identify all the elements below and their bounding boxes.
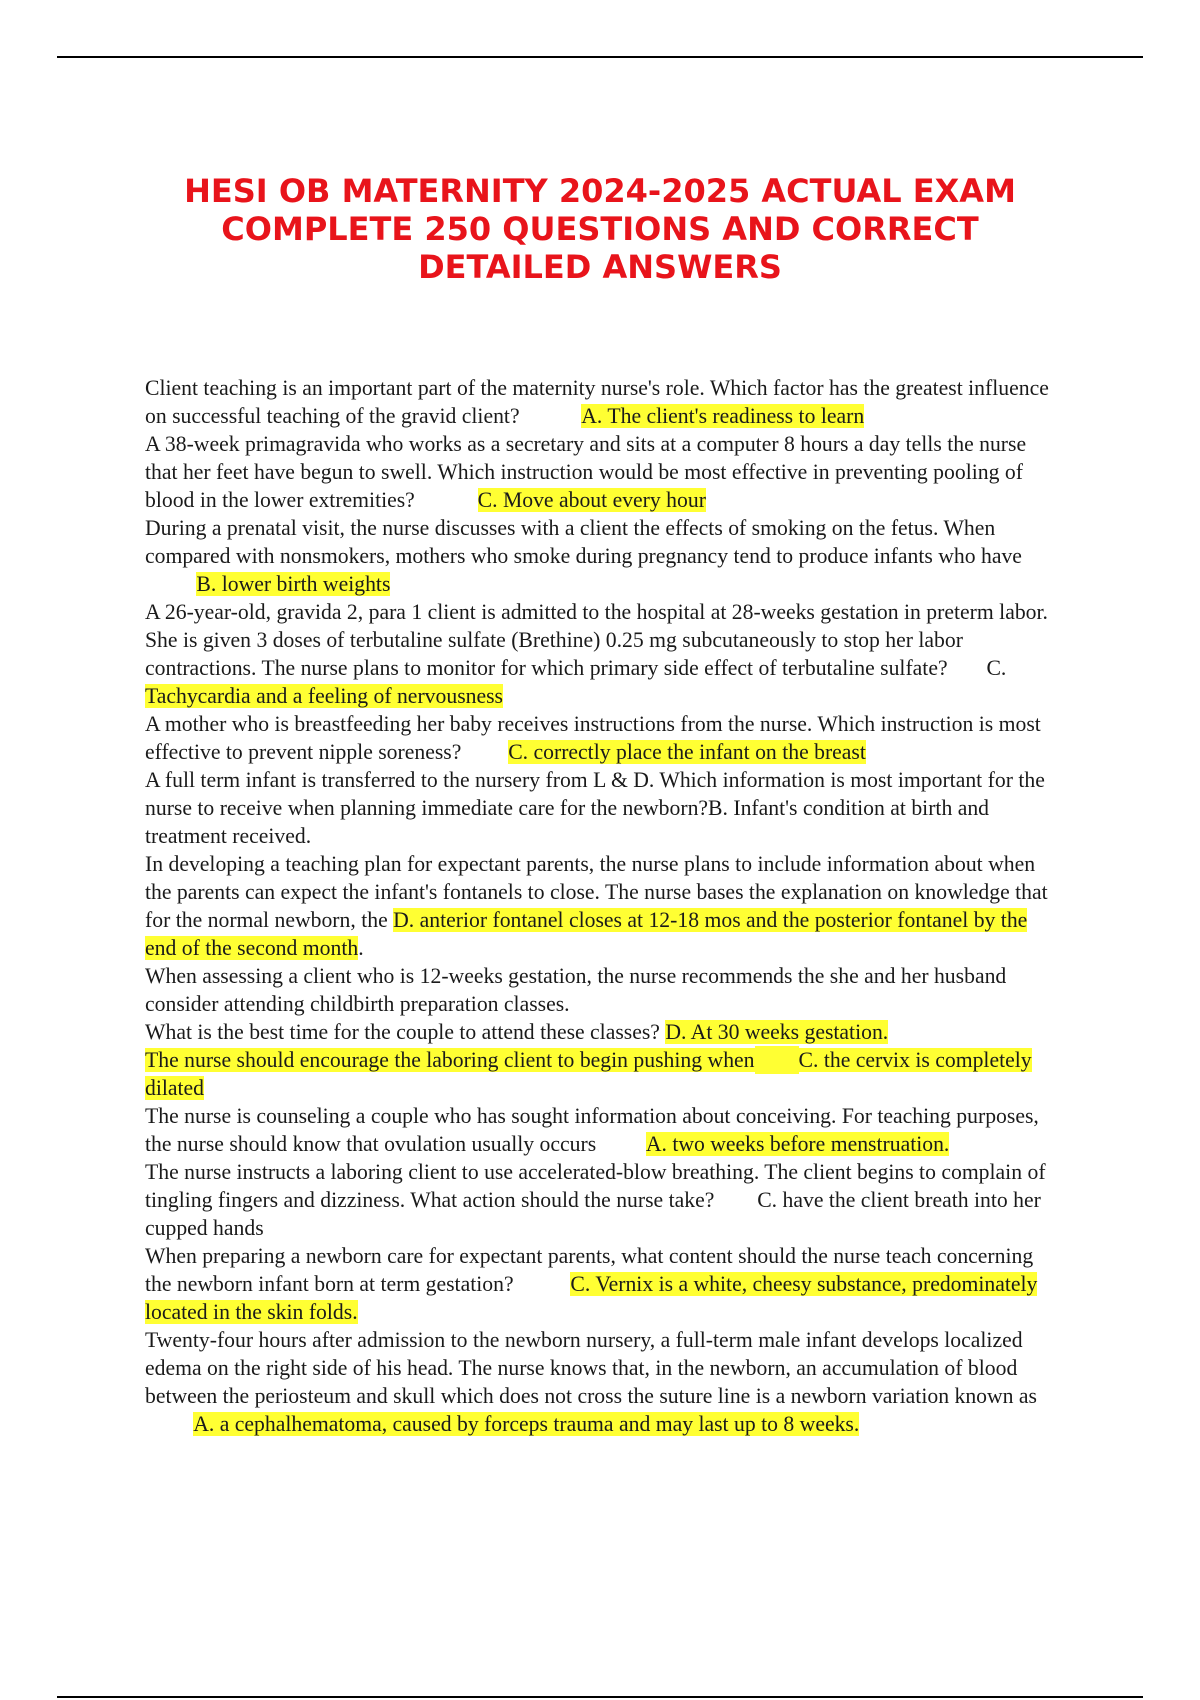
answer-highlight: Tachycardia and a feeling of nervousness [145, 684, 503, 708]
question-text: What is the best time for the couple to attend these classes? [145, 1020, 660, 1044]
qa-item-2 [145, 430, 1055, 514]
question-text: A mother who is breastfeeding her baby receives instructions from the nurse. Which instruction is most effective to prevent nipple soreness? [145, 712, 1041, 764]
qa-item-3 [145, 514, 1055, 598]
qa-item-8 [145, 962, 1055, 1046]
answer-highlight: A. The client's readiness to learn [581, 404, 865, 428]
answer-highlight: A. two weeks before menstruation. [645, 1132, 950, 1156]
title-line-1: HESI OB MATERNITY 2024-2025 ACTUAL EXAM [184, 172, 1016, 210]
question-text: A 26-year-old, gravida 2, para 1 client is admitted to the hospital at 28-weeks gestation in preterm labor. She is given 3 doses of terbutaline sulfate (Brethine) 0.25 mg subcutaneously to stop her labor contractions. The nurse plans to monitor for which primary side effect of terbutaline sulfate? [145, 600, 1048, 680]
qa-item-1 [145, 374, 1055, 430]
question-text: When preparing a newborn care for expectant parents, what content should the nurse teach concerning the newborn infant born at term gestation? [145, 1244, 1034, 1296]
answer-text: B. Infant's condition at birth and treatment received. [145, 796, 990, 848]
answer-highlight: C. Vernix is a white, cheesy substance, predominately located in the skin folds. [145, 1272, 1038, 1324]
question-highlight: The nurse should encourage the laboring client to begin pushing when [145, 1048, 755, 1072]
qa-item-9 [145, 1046, 1055, 1102]
question-answer-list [145, 374, 1055, 1438]
answer-prefix: C. [986, 656, 1007, 680]
question-text: The nurse is counseling a couple who has sought information about conceiving. For teaching purposes, the nurse should know that ovulation usually occurs [145, 1104, 1039, 1156]
qa-item-10 [145, 1102, 1055, 1158]
answer-highlight: D. anterior fontanel closes at 12-18 mos and the posterior fontanel by the end of the second month [145, 908, 1028, 960]
answer-highlight: C. correctly place the infant on the breast [508, 740, 866, 764]
answer-highlight: A. a cephalhematoma, caused by forceps trauma and may last up to 8 weeks. [193, 1412, 860, 1436]
qa-item-7 [145, 850, 1055, 962]
question-context: When assessing a client who is 12-weeks gestation, the nurse recommends the she and her husband consider attending childbirth preparation classes. [145, 964, 1007, 1016]
answer-highlight: C. the cervix is completely dilated [145, 1048, 1032, 1100]
question-text: A full term infant is transferred to the nursery from L & D. Which information is most important for the nurse to receive when planning immediate care for the newborn? [145, 768, 1045, 820]
qa-item-11 [145, 1158, 1055, 1242]
question-text: During a prenatal visit, the nurse discusses with a client the effects of smoking on the fetus. When compared with nonsmokers, mothers who smoke during pregnancy tend to produce infants who have [145, 516, 1022, 568]
qa-item-4 [145, 598, 1055, 710]
qa-item-6 [145, 766, 1055, 850]
answer-highlight: B. lower birth weights [196, 572, 391, 596]
question-text: Twenty-four hours after admission to the newborn nursery, a full-term male infant develops localized edema on the right side of his head. The nurse knows that, in the newborn, an accumulation of blood between the periosteum and skull which does not cross the suture line is a newborn variation known as [145, 1328, 1037, 1408]
document-title [100, 172, 1100, 286]
title-line-3: DETAILED ANSWERS [418, 248, 782, 286]
top-rule [57, 56, 1143, 58]
qa-item-12 [145, 1242, 1055, 1326]
answer-suffix: . [358, 936, 364, 960]
question-text: In developing a teaching plan for expectant parents, the nurse plans to include information about when the parents can expect the infant's fontanels to close. The nurse bases the explanation on knowledge that for the normal newborn, the [145, 852, 1048, 932]
qa-item-5 [145, 710, 1055, 766]
question-text: A 38-week primagravida who works as a secretary and sits at a computer 8 hours a day tells the nurse that her feet have begun to swell. Which instruction would be most effective in preventing pooling of blood in the lower extremities? [145, 432, 1027, 512]
answer-highlight: C. Move about every hour [477, 488, 706, 512]
bottom-rule [57, 1696, 1143, 1698]
title-line-2: COMPLETE 250 QUESTIONS AND CORRECT [221, 210, 979, 248]
question-text: The nurse instructs a laboring client to use accelerated-blow breathing. The client begins to complain of tingling fingers and dizziness. What action should the nurse take? [145, 1160, 1046, 1212]
qa-item-13 [145, 1326, 1055, 1438]
question-text: Client teaching is an important part of the maternity nurse's role. Which factor has the greatest influence on successful teaching of the gravid client? [145, 376, 1049, 428]
answer-text: C. have the client breath into her cupped hands [145, 1188, 1041, 1240]
answer-highlight: D. At 30 weeks gestation. [665, 1020, 889, 1044]
